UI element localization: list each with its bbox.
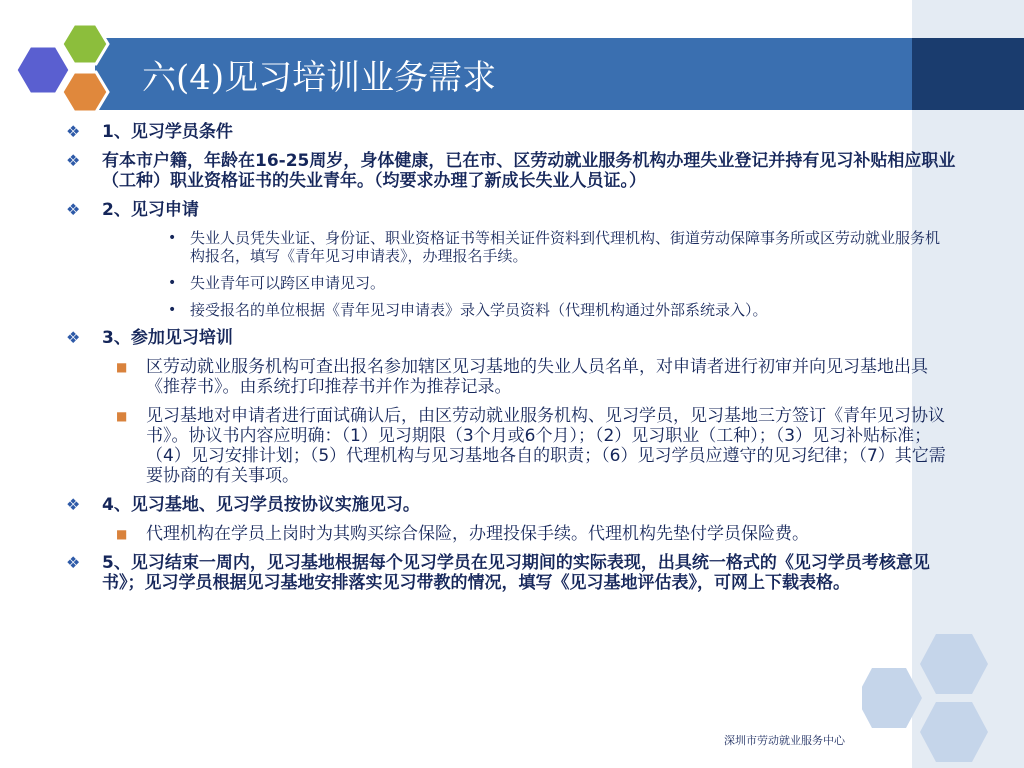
square-bullet-icon: ■ — [116, 527, 128, 541]
slide-title: 六(4)见习培训业务需求 — [142, 58, 497, 98]
deco-hexagon-bottom — [920, 702, 988, 762]
dot-bullet-icon: • — [168, 302, 177, 318]
section-2-bullet-1 — [66, 229, 950, 265]
section-text: 4、见习基地、见习学员按协议实施见习。 — [102, 495, 420, 515]
diamond-bullet-icon: ❖ — [66, 122, 81, 141]
section-5-text — [66, 553, 966, 593]
section-text: 有本市户籍，年龄在16-25周岁，身体健康，已在市、区劳动就业服务机构办理失业登记并持有见习补贴相应职业（工种）职业资格证书的失业青年。（均要求办理了新成长失业人员证。） — [102, 151, 956, 191]
section-3-bullet-1 — [66, 357, 946, 397]
diamond-bullet-icon: ❖ — [66, 200, 81, 219]
dot-bullet-icon: • — [168, 275, 177, 291]
section-3-bullet-2 — [66, 406, 946, 486]
diamond-bullet-icon: ❖ — [66, 151, 81, 170]
section-2-heading — [66, 200, 966, 220]
bullet-text: 代理机构在学员上岗时为其购买综合保险，办理投保手续。代理机构先垫付学员保险费。 — [146, 524, 809, 544]
section-1-heading — [66, 122, 966, 142]
section-text: 5、见习结束一周内，见习基地根据每个见习学员在见习期间的实际表现，出具统一格式的《见习学员考核意见书》；见习学员根据见习基地安排落实见习带教的情况，填写《见习基地评估表》，可网上下载表格。 — [102, 553, 930, 593]
green-hexagon — [62, 24, 108, 64]
diamond-bullet-icon: ❖ — [66, 328, 81, 347]
section-2-bullet-3 — [66, 301, 950, 319]
bullet-text: 接受报名的单位根据《青年见习申请表》录入学员资料（代理机构通过外部系统录入）。 — [190, 301, 768, 319]
bullet-text: 失业青年可以跨区申请见习。 — [190, 274, 386, 292]
section-3-heading — [66, 328, 966, 348]
slide-body — [66, 122, 966, 602]
orange-hexagon — [62, 72, 108, 112]
bullet-text: 见习基地对申请者进行面试确认后，由区劳动就业服务机构、见习学员，见习基地三方签订《青年见习协议书》。协议书内容应明确：（1）见习期限（3个月或6个月）；（2）见习职业（工种）；（3）见习补贴标准；（4）见习安排计划；（5）代理机构与见习基地各自的职责；（6）见习学员应遵守的见习纪律；（7）其它需要协商的有关事项。 — [146, 406, 946, 486]
title-bar-accent — [912, 38, 1024, 110]
bullet-text: 失业人员凭失业证、身份证、职业资格证书等相关证件资料到代理机构、街道劳动保障事务所或区劳动就业服务机构报名，填写《青年见习申请表》，办理报名手续。 — [190, 229, 941, 265]
footer-organization: 深圳市劳动就业服务中心 — [724, 734, 845, 747]
square-bullet-icon: ■ — [116, 360, 128, 374]
section-text: 3、参加见习培训 — [102, 328, 233, 348]
dot-bullet-icon: • — [168, 230, 177, 246]
hexagon-logo-icon — [0, 0, 130, 130]
section-text: 1、见习学员条件 — [102, 122, 233, 142]
section-4-heading — [66, 495, 966, 515]
deco-hexagon-top — [920, 634, 988, 694]
section-4-bullet-1 — [66, 524, 946, 544]
section-2-bullet-2 — [66, 274, 950, 292]
square-bullet-icon: ■ — [116, 409, 128, 423]
diamond-bullet-icon: ❖ — [66, 553, 81, 572]
diamond-bullet-icon: ❖ — [66, 495, 81, 514]
bullet-text: 区劳动就业服务机构可查出报名参加辖区见习基地的失业人员名单，对申请者进行初审并向见习基地出具《推荐书》。由系统打印推荐书并作为推荐记录。 — [146, 357, 928, 397]
section-text: 2、见习申请 — [102, 200, 199, 220]
section-1-text — [66, 151, 966, 191]
deco-hexagon-left — [862, 668, 922, 728]
blue-hexagon — [16, 46, 70, 94]
hexagon-decoration-icon — [862, 628, 1024, 768]
